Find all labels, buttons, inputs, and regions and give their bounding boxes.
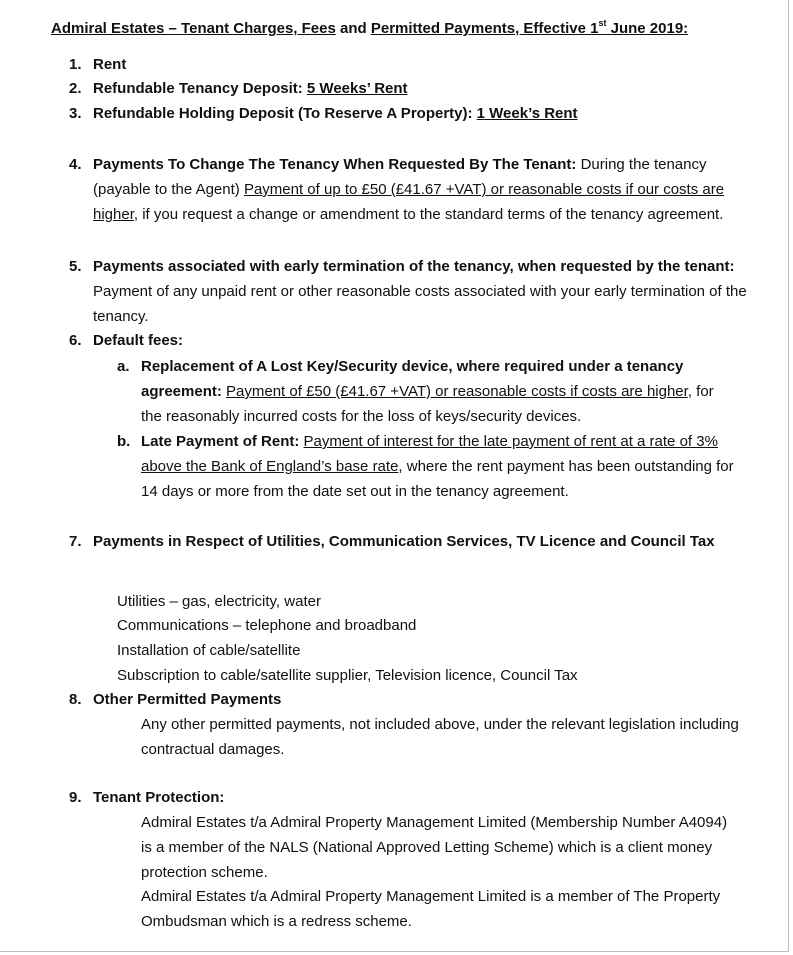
sub-item-letter: b. [117, 433, 131, 450]
list-item-other-payments [69, 687, 749, 712]
item-number: 3. [69, 105, 82, 122]
item-number: 5. [69, 258, 82, 275]
list-item-holding-deposit [69, 101, 749, 126]
other-payments-text: Any other permitted payments, not included above, under the relevant legislation including contractual damages. [141, 716, 739, 758]
item-label: Payments To Change The Tenancy When Requested By The Tenant: [93, 156, 577, 173]
title-part-2: and [335, 20, 371, 37]
sub-item-underlined-text: Payment of £50 (£41.67 +VAT) or reasonable costs if costs are higher [226, 383, 688, 400]
sub-item-underlined-text: Payment of interest for the late payment of rent at a rate of 3% above the Bank of England’s base rate [141, 433, 718, 475]
item-label: Refundable Tenancy Deposit: [93, 80, 307, 97]
item-text: During the tenancy (payable to the Agent) [93, 156, 707, 198]
item-label: Other Permitted Payments [93, 691, 282, 708]
utility-line: Installation of cable/satellite [117, 642, 301, 659]
list-item-rent [69, 52, 749, 77]
list-item-tenant-protection [69, 785, 749, 810]
item-text: Payment of any unpaid rent or other reasonable costs associated with your early termination of the tenancy. [93, 283, 747, 325]
item-number: 2. [69, 80, 82, 97]
title-part-1: Admiral Estates – Tenant Charges, Fees [51, 20, 336, 37]
list-item-tenancy-deposit [69, 76, 749, 101]
list-item-change-tenancy [69, 152, 749, 227]
item-number: 1. [69, 56, 82, 73]
sub-item-label: Late Payment of Rent: [141, 433, 300, 450]
item-number: 8. [69, 691, 82, 708]
utility-line: Communications – telephone and broadband [117, 617, 417, 634]
sub-item-text: , where the rent payment has been outstanding for 14 days or more from the date set out in the tenancy agreement. [141, 458, 734, 500]
tenant-protection-text-1: Admiral Estates t/a Admiral Property Management Limited (Membership Number A4094) is a member of the NALS (National Approved Letting Scheme) which is a client money protection scheme. [141, 814, 728, 881]
item-text-2: , if you request a change or amendment to the standard terms of the tenancy agreement. [133, 206, 724, 223]
list-item-utilities [69, 529, 749, 554]
sub-item-text: , for the reasonably incurred costs for the loss of keys/security devices. [141, 383, 714, 425]
item-underlined-text: Payment of up to £50 (£41.67 +VAT) or reasonable costs if our costs are higher [93, 181, 725, 223]
item-label: Default fees: [93, 332, 184, 349]
item-value: 5 Weeks’ Rent [306, 80, 408, 97]
item-number: 7. [69, 533, 82, 550]
sub-item-label: Replacement of A Lost Key/Security device, where required under a tenancy agreement: [141, 358, 684, 400]
item-label: Tenant Protection: [93, 789, 225, 806]
item-label: Payments in Respect of Utilities, Communication Services, TV Licence and Council Tax [93, 533, 715, 550]
title-part-3: Permitted Payments, Effective 1st June 2019: [370, 18, 689, 37]
item-number: 6. [69, 332, 82, 349]
default-fee-lost-key [117, 354, 737, 429]
item-label: Payments associated with early termination of the tenancy, when requested by the tenant: [93, 258, 735, 275]
tenant-protection-text-2: Admiral Estates t/a Admiral Property Management Limited is a member of The Property Ombudsman which is a redress scheme. [141, 888, 721, 930]
list-item-early-termination [69, 254, 749, 329]
item-label: Refundable Holding Deposit (To Reserve A Property): [93, 105, 477, 122]
default-fee-late-payment [117, 429, 737, 504]
list-item-default-fees [69, 328, 749, 353]
item-value: 1 Week’s Rent [476, 105, 578, 122]
sub-item-letter: a. [117, 358, 130, 375]
utility-line: Utilities – gas, electricity, water [117, 593, 321, 610]
item-number: 4. [69, 156, 82, 173]
utility-line: Subscription to cable/satellite supplier, Television licence, Council Tax [117, 667, 578, 684]
item-label: Rent [93, 56, 127, 73]
document-title [51, 16, 688, 41]
item-number: 9. [69, 789, 82, 806]
